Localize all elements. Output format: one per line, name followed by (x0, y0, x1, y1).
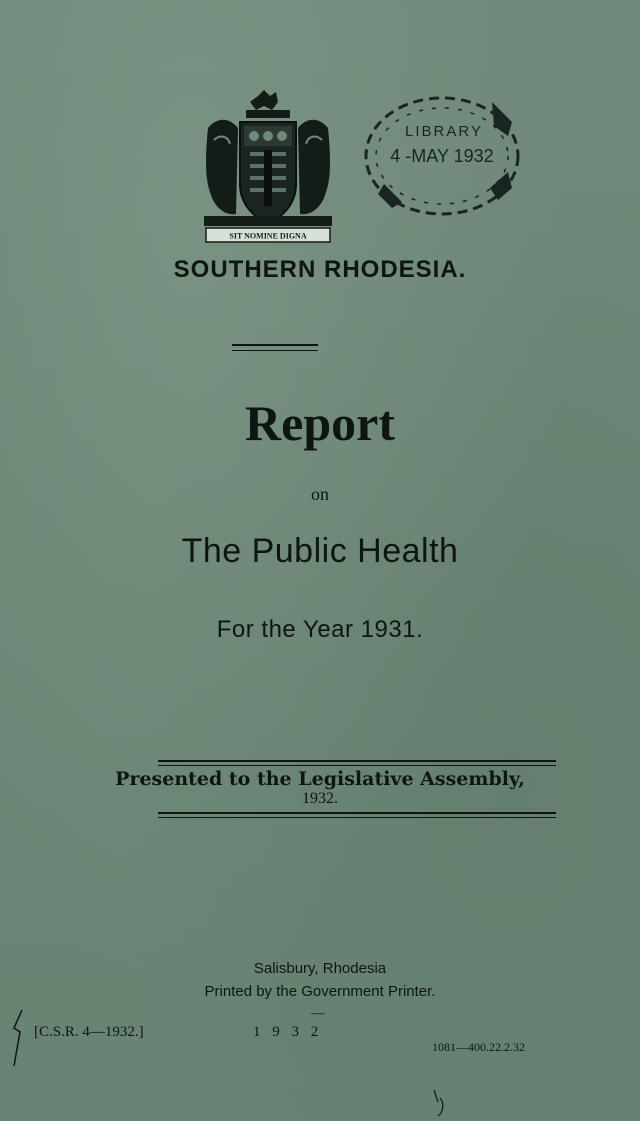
imprint-dash: — (311, 1006, 325, 1021)
coat-of-arms-icon (200, 88, 336, 246)
report-period: For the Year 1931. (216, 616, 424, 643)
margin-mark-icon (12, 1008, 24, 1068)
paper-reference: [C.S.R. 4—1932.] (34, 1024, 144, 1040)
pencil-mark-icon (428, 1086, 450, 1118)
print-code: 1081—400.22.2.32 (432, 1040, 525, 1054)
lower-double-rule (158, 812, 556, 818)
svg-text:SIT NOMINE DIGNA: SIT NOMINE DIGNA (229, 231, 307, 241)
report-subject: The Public Health (181, 532, 459, 570)
imprint-place: Salisbury, Rhodesia (253, 960, 387, 977)
presentation-year: 1932. (302, 790, 338, 807)
country-heading: SOUTHERN RHODESIA. (173, 256, 467, 283)
imprint-printer: Printed by the Government Printer. (204, 983, 436, 1000)
imprint-year: 1 9 3 2 (253, 1024, 323, 1040)
svg-text:LIBRARY: LIBRARY (405, 123, 483, 140)
report-connector: on (311, 484, 329, 504)
short-double-rule (232, 344, 318, 351)
presentation-line: Presented to the Legislative Assembly, (115, 768, 525, 790)
library-stamp-icon (362, 92, 522, 220)
svg-text:4 -MAY 1932: 4 -MAY 1932 (390, 146, 494, 166)
report-title: Report (245, 395, 395, 451)
upper-double-rule (158, 760, 556, 766)
